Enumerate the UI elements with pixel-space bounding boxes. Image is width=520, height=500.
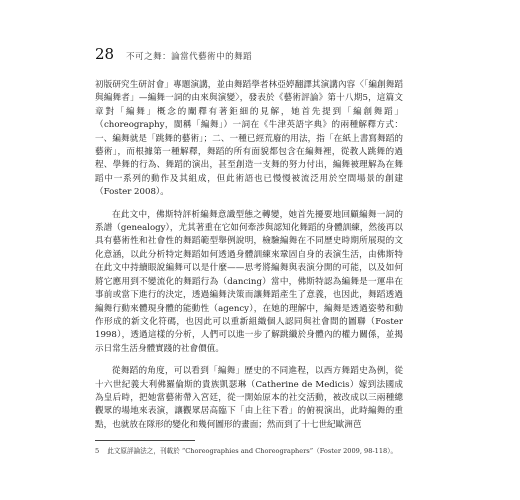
footnote-number: 5 <box>95 447 100 455</box>
footnote-text: 此文原評論法之，刊載於 “Choreographies and Choreographers”（Foster 2009, 98-118）。 <box>107 447 398 455</box>
body-text <box>95 79 403 441</box>
running-head <box>95 45 252 63</box>
paragraph-1: 初版研究生研討會」專題演講，並由舞蹈學者林亞婷翻譯其演講內容〈「編創舞蹈與編舞者」—編舞一詞的由來與演變〉，發表於《藝術評論》第十八期5，這篇文章對「編舞」概念的闡釋有著鉅細的見解，她首先提到「編創舞蹈」（choreography，閩稱「編舞」）一詞在《牛津英語字典》的兩種解釋方式：一、編舞就是「跳舞的藝術」；二、一種已經荒廢的用法，指「在紙上書寫舞蹈的藝術」，而根據第一種解釋，舞蹈的所有面貌都包含在編舞裡，從教人跳舞的過程、學舞的行為、舞蹈的演出，甚至創造一支舞的努力付出，編舞被理解為在舞蹈中一系列的動作及其組成，但此術語也已慢慢被流泛用於空間場景的創建（Foster 2008）。 <box>95 80 403 198</box>
footnote <box>95 446 415 456</box>
footnote-divider <box>95 440 195 441</box>
running-title: 不可之舞：論當代藝術中的舞蹈 <box>126 52 253 62</box>
paragraph-2: 在此文中，佛斯特評析編舞意識型態之轉變，她首先擾要地回顧編舞一詞的系譜（genealogy），尤其著重在它如何牽涉與認知化舞蹈的身體訓練，然後再以具有藝術性和社會性的舞蹈範型舉例說明，檢驗編舞在不同歷史時期所展現的文化意涵，以此分析特定舞蹈如何透過身體訓練來鞏固自身的表演生活，由佛斯特在此文中持續眼說編舞可以是什麼——思考將編舞與表演分開的可能，以及如何將它應用到不變流化的舞蹈行為（dancing）當中，佛斯特認為編舞是一運串在事前或當下進行的決定，透過編舞決策而讓舞蹈產生了意義，也因此，舞蹈透過編舞行動來體現身體的能動性（agency），在她的理解中，編舞是透過姿勢和動作形成的新文化符碼，也因此可以重新組織個人認同與社會間的圖聯（Foster 1998），透過這樣的分析，人們可以進一步了解跳纖於身體內的權力關係，並揭示日常生活身體實踐的社會價值。 <box>95 209 403 354</box>
page-number: 28 <box>95 45 115 63</box>
paragraph-3: 從舞蹈的角度，可以看到「編舞」歷史的不同進程，以西方舞蹈史為例，從十六世紀義大利佛羅倫斯的貴族凱瑟琳（Catherine de Medicis）嫁到法國成為皇后時，把她當藝術帶入宮廷，從一開始原本的社交活動，被改成以三兩種總觀眾的場地來表演，讓觀眾居高臨下「由上往下看」的俯視演出，此時編舞的重點，也就放在隊形的變化和幾何圖形的畫面；然而到了十七世紀歐洲芭 <box>95 366 403 430</box>
